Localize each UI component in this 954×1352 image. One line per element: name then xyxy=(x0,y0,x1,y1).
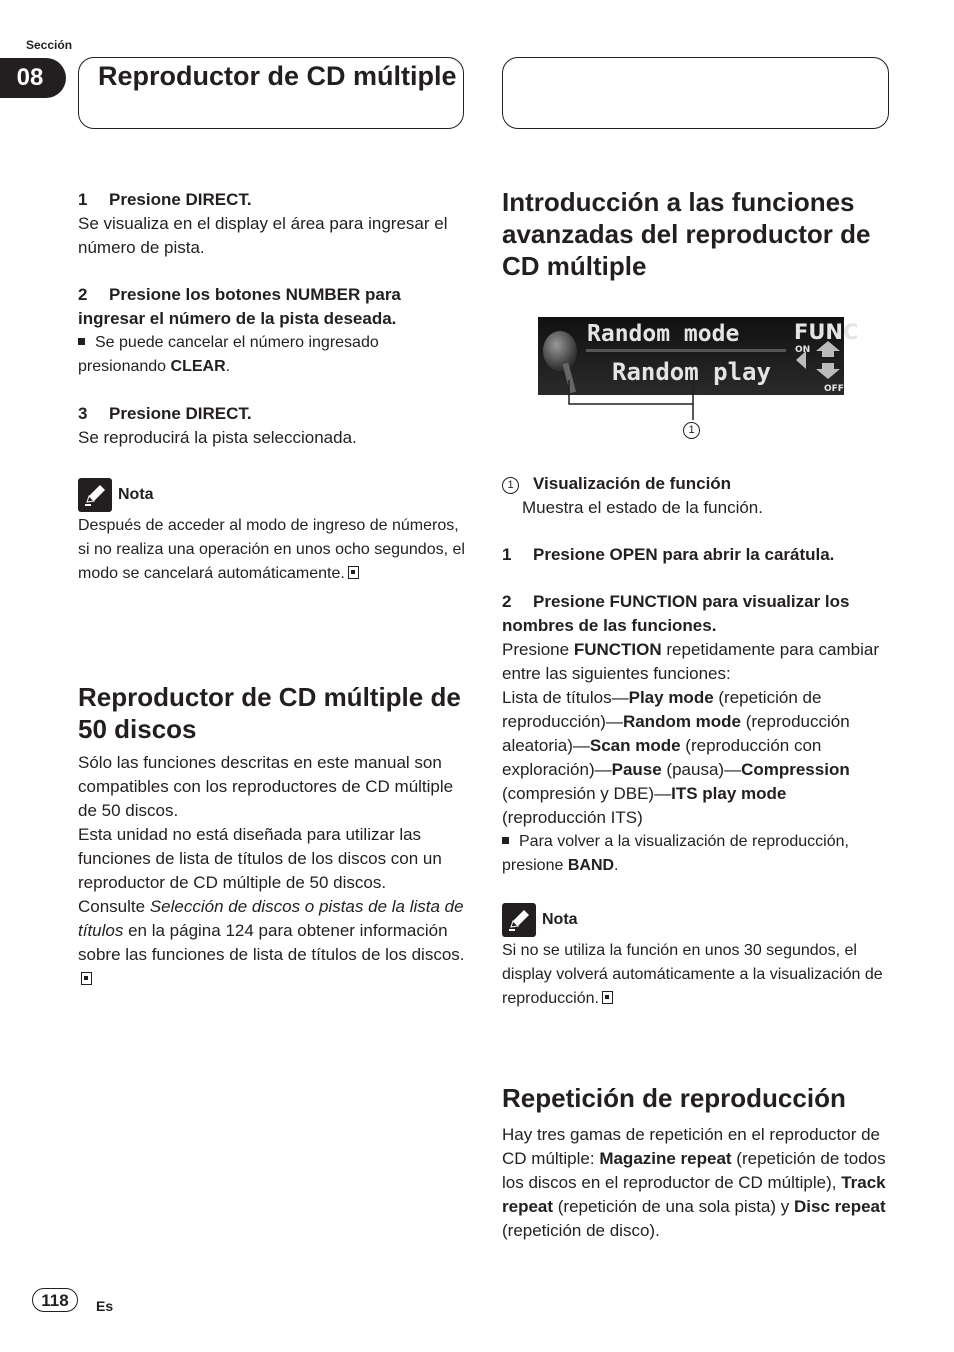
section-heading: Reproductor de CD múltiple de 50 discos xyxy=(78,682,461,744)
left-step-3 xyxy=(78,402,466,450)
nota-label: Nota xyxy=(118,486,154,503)
step-text: Se reproducirá la pista seleccionada. xyxy=(78,428,357,447)
display-line-2: Random play xyxy=(612,358,771,386)
paragraph: Sólo las funciones descritas en este manual son compatibles con los reproductores de CD múltiple de 50 discos. xyxy=(78,753,454,820)
left-step-1 xyxy=(78,188,466,260)
page-number: 118 xyxy=(32,1288,78,1312)
bullet-icon xyxy=(502,837,509,844)
section-number-badge: 08 xyxy=(0,58,66,98)
right-step-1 xyxy=(502,543,890,567)
step-number: 1 xyxy=(78,190,88,209)
step-title: Presione DIRECT. xyxy=(109,404,252,423)
step-text: Se visualiza en el display el área para ingresar el número de pista. xyxy=(78,214,448,257)
section-heading: Repetición de reproducción xyxy=(502,1083,846,1113)
intro-section xyxy=(502,186,890,282)
display-line-1: Random mode xyxy=(587,321,740,347)
paragraph: Hay tres gamas de repetición en el reproductor de CD múltiple: Magazine repeat (repetición de todos los discos en el reproductor de CD múltiple), Track repeat (repetición de una sola pista) y Disc repeat (repetición de disco). xyxy=(502,1125,886,1240)
paragraph: Esta unidad no está diseñada para utilizar las funciones de lista de títulos de los discos con un reproductor de CD múltiple de 50 discos. xyxy=(78,825,442,892)
left-nota xyxy=(78,478,466,586)
paragraph: Consulte Selección de discos o pistas de la lista de títulos en la página 124 para obtener información sobre las funciones de lista de títulos de los discos. xyxy=(78,895,466,991)
pencil-icon xyxy=(78,478,112,512)
callout-number: 1 xyxy=(502,477,519,494)
step-title: Presione DIRECT. xyxy=(109,190,252,209)
pencil-icon xyxy=(502,903,536,937)
callout-leader-lines xyxy=(560,380,710,420)
section-heading: Introducción a las funciones avanzadas del reproductor de CD múltiple xyxy=(502,187,871,281)
end-mark-icon xyxy=(348,566,359,579)
section-50-discs xyxy=(78,681,466,991)
callout-marker: 1 xyxy=(683,421,700,439)
step-title: Presione OPEN para abrir la carátula. xyxy=(533,545,835,564)
callout-title: Visualización de función xyxy=(533,474,732,493)
bullet-icon xyxy=(78,338,85,345)
right-nota xyxy=(502,903,890,1011)
callout-description xyxy=(502,472,890,520)
step-number: 3 xyxy=(78,404,88,423)
return-bullet: Para volver a la visualización de reproducción, presione BAND. xyxy=(502,833,849,874)
language-code: Es xyxy=(96,1298,114,1314)
header-empty-box xyxy=(502,57,889,129)
step-number: 2 xyxy=(78,285,88,304)
step-number: 2 xyxy=(502,592,512,611)
left-step-2 xyxy=(78,283,466,379)
right-step-2 xyxy=(502,590,890,878)
display-func-label: FUNC xyxy=(794,320,859,344)
callout-text: Muestra el estado de la función. xyxy=(522,498,763,517)
step-title: Presione los botones NUMBER para ingresar el número de la pista deseada. xyxy=(78,285,401,328)
function-paragraph: Presione FUNCTION repetidamente para cambiar entre las siguientes funciones: xyxy=(502,640,879,683)
end-mark-icon xyxy=(602,991,613,1004)
nota-text: Después de acceder al modo de ingreso de números, si no realiza una operación en unos ocho segundos, el modo se cancelará automáticamente. xyxy=(78,517,465,582)
step-number: 1 xyxy=(502,545,512,564)
nota-label: Nota xyxy=(542,911,578,928)
step-bullet: Se puede cancelar el número ingresado presionando CLEAR. xyxy=(78,334,379,375)
display-off-label: OFF xyxy=(824,384,844,394)
function-list: Lista de títulos—Play mode (repetición de reproducción)—Random mode (reproducción aleatoria)—Scan mode (reproducción con exploración)—Pause (pausa)—Compression (compresión y DBE)—ITS play mode (reproducción ITS) xyxy=(502,688,850,827)
step-title: Presione FUNCTION para visualizar los nombres de las funciones. xyxy=(502,592,850,635)
section-label: Sección xyxy=(26,38,73,52)
display-on-label: ON xyxy=(795,345,811,355)
page-title: Reproductor de CD múltiple xyxy=(98,61,457,91)
end-mark-icon xyxy=(81,972,92,985)
repeat-section xyxy=(502,1082,890,1243)
nota-text: Si no se utiliza la función en unos 30 segundos, el display volverá automáticamente a la visualización de reproducción. xyxy=(502,942,883,1007)
